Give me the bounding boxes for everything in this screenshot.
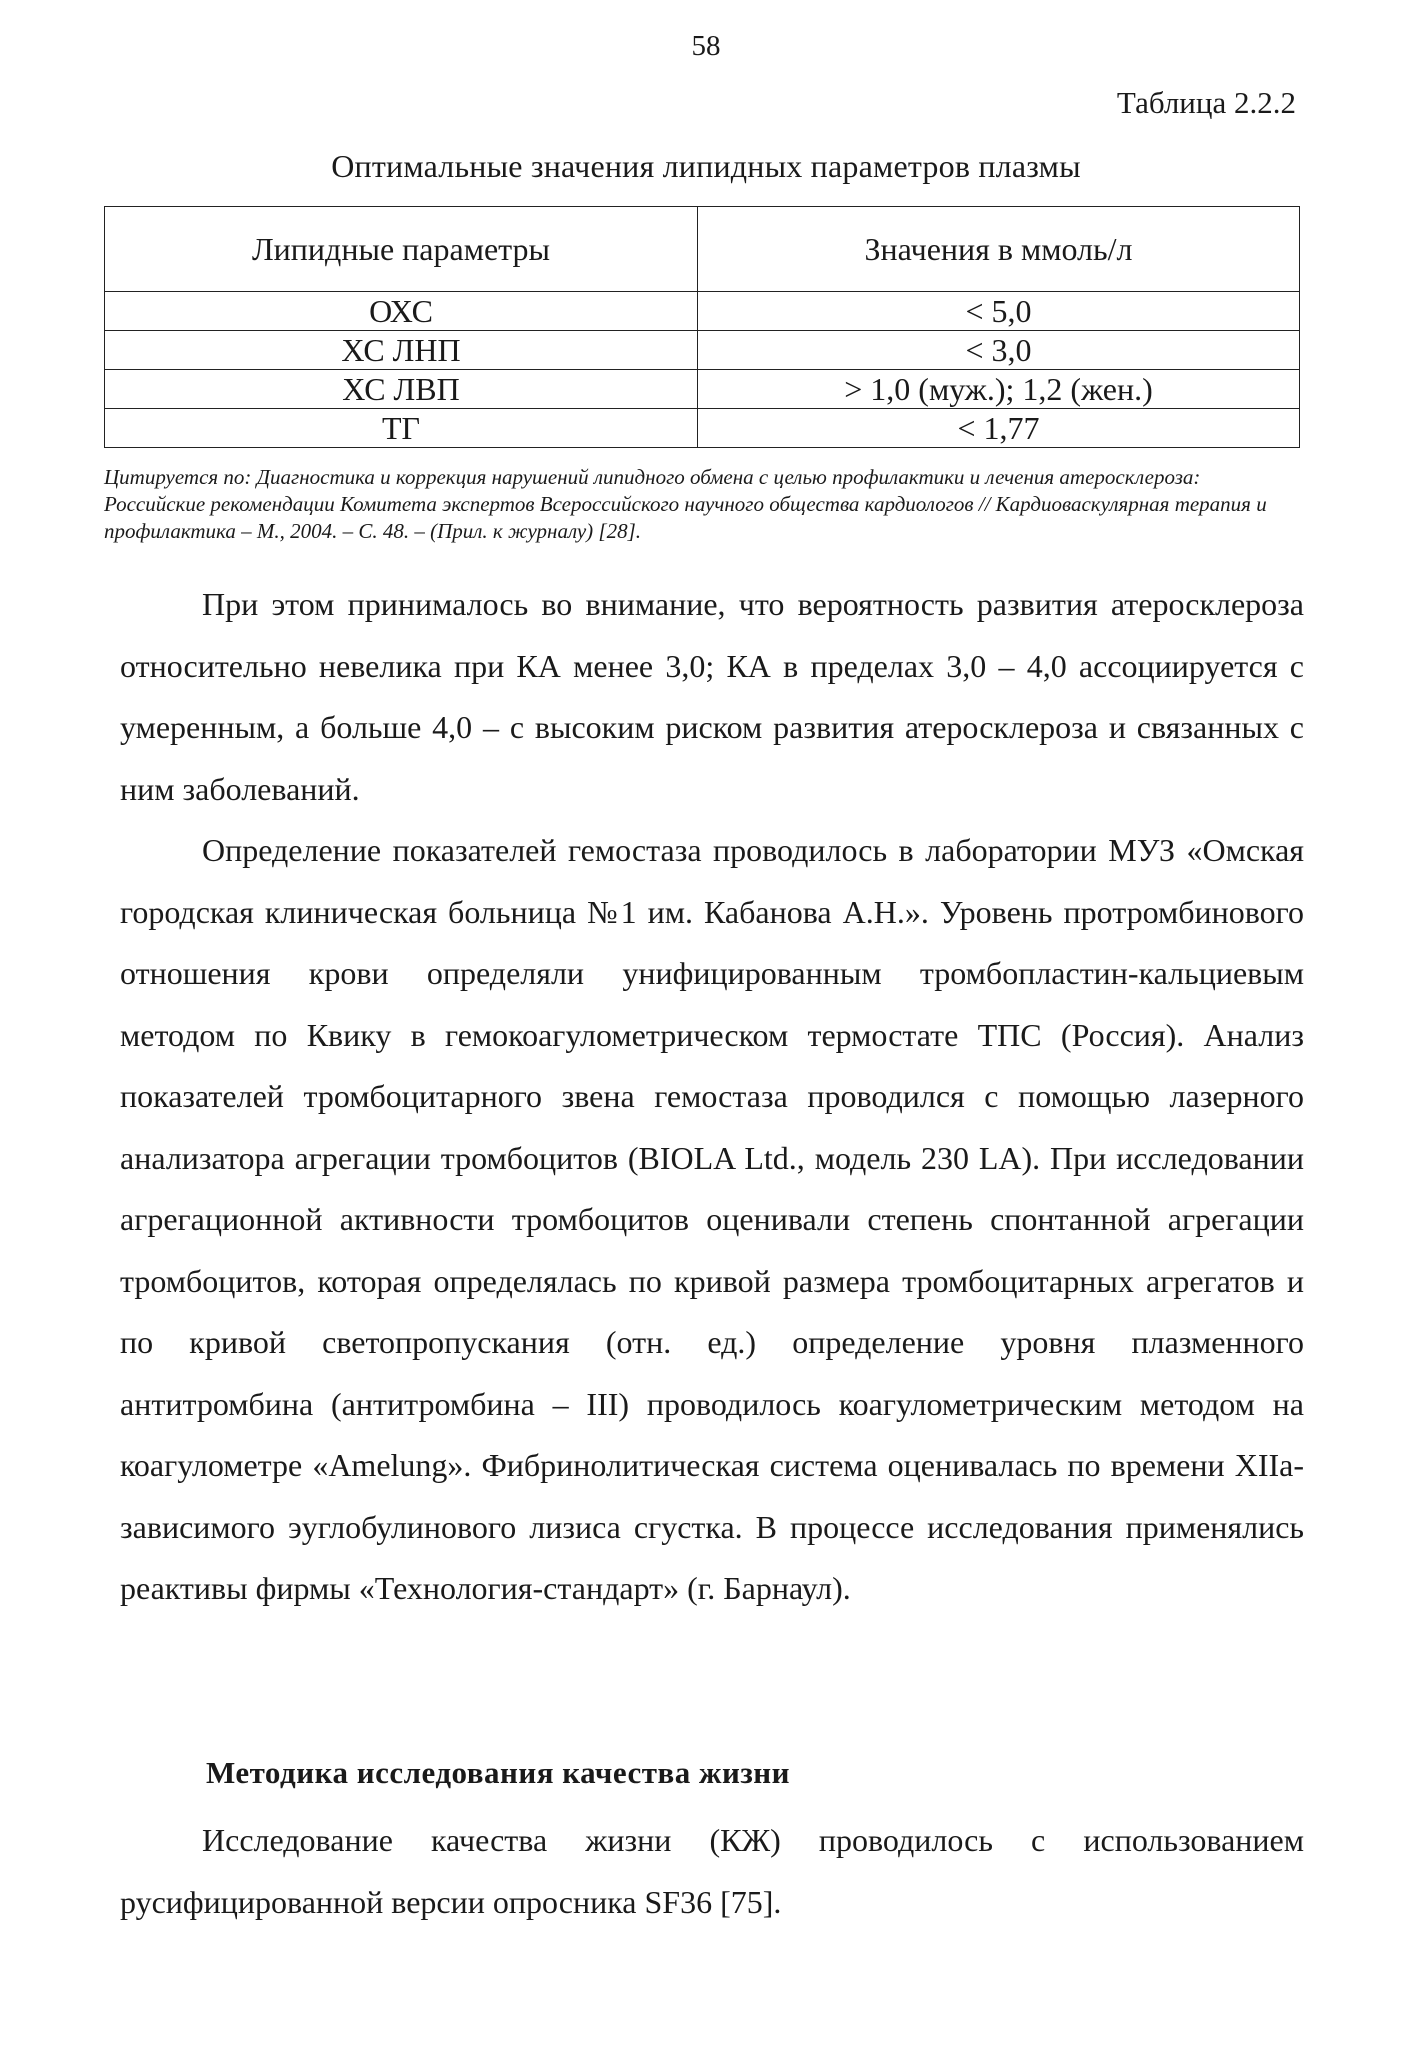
table-cell: ТГ: [105, 409, 698, 448]
table-row: [105, 331, 1300, 370]
column-header-parameters: Липидные параметры: [105, 207, 698, 292]
table-citation: Цитируется по: Диагностика и коррекция нарушений липидного обмена с целью профилактики и лечения атеросклероза: Российские рекомендации Комитета экспертов Всероссийского научного общества кардиологов // Кардиоваскулярная терапия и профилактика – М., 2004. – С. 48. – (Прил. к журналу) [28].: [104, 465, 1267, 543]
table-row: [105, 370, 1300, 409]
table-number: Таблица 2.2.2: [1116, 85, 1296, 120]
table-cell: ОХС: [105, 292, 698, 331]
table-row: [105, 292, 1300, 331]
table-cell: < 5,0: [698, 292, 1300, 331]
section-heading: Методика исследования качества жизни: [206, 1755, 791, 1790]
lipid-parameters-table: [104, 206, 1300, 448]
paragraph-atherosclerosis-risk: При этом принималось во внимание, что вероятность развития атеросклероза относительно невелика при КА менее 3,0; КА в пределах 3,0 – 4,0 ассоциируется с умеренным, а больше 4,0 – с высоким риском развития атеросклероза и связанных с ним заболеваний.: [120, 586, 1304, 807]
column-header-values: Значения в ммоль/л: [698, 207, 1300, 292]
table-header-row: [105, 207, 1300, 292]
page-number: 58: [691, 30, 721, 62]
table-cell: < 3,0: [698, 331, 1300, 370]
table-cell: ХС ЛВП: [105, 370, 698, 409]
paragraph-hemostasis-methods: Определение показателей гемостаза проводилось в лаборатории МУЗ «Омская городская клиническая больница №1 им. Кабанова А.Н.». Уровень протромбинового отношения крови определяли унифицированным тромбопластин-кальциевым методом по Квику в гемокоагулометрическом термостате ТПС (Россия). Анализ показателей тромбоцитарного звена гемостаза проводился с помощью лазерного анализатора агрегации тромбоцитов (BIOLA Ltd., модель 230 LA). При исследовании агрегационной активности тромбоцитов оценивали степень спонтанной агрегации тромбоцитов, которая определялась по кривой размера тромбоцитарных агрегатов и по кривой светопропускания (отн. ед.) определение уровня плазменного антитромбина (антитромбина – III) проводилось коагулометрическим методом на коагулометре «Amelung». Фибринолитическая система оценивалась по времени XIIа-зависимого эуглобулинового лизиса сгустка. В процессе исследования применялись реактивы фирмы «Технология-стандарт» (г. Барнаул).: [120, 832, 1304, 1606]
table-cell: > 1,0 (муж.); 1,2 (жен.): [698, 370, 1300, 409]
table-row: [105, 409, 1300, 448]
table-title: Оптимальные значения липидных параметров плазмы: [331, 148, 1081, 184]
table-cell: < 1,77: [698, 409, 1300, 448]
table-cell: ХС ЛНП: [105, 331, 698, 370]
paragraph-quality-of-life: Исследование качества жизни (КЖ) проводилось с использованием русифицированной версии опросника SF36 [75].: [120, 1822, 1304, 1920]
